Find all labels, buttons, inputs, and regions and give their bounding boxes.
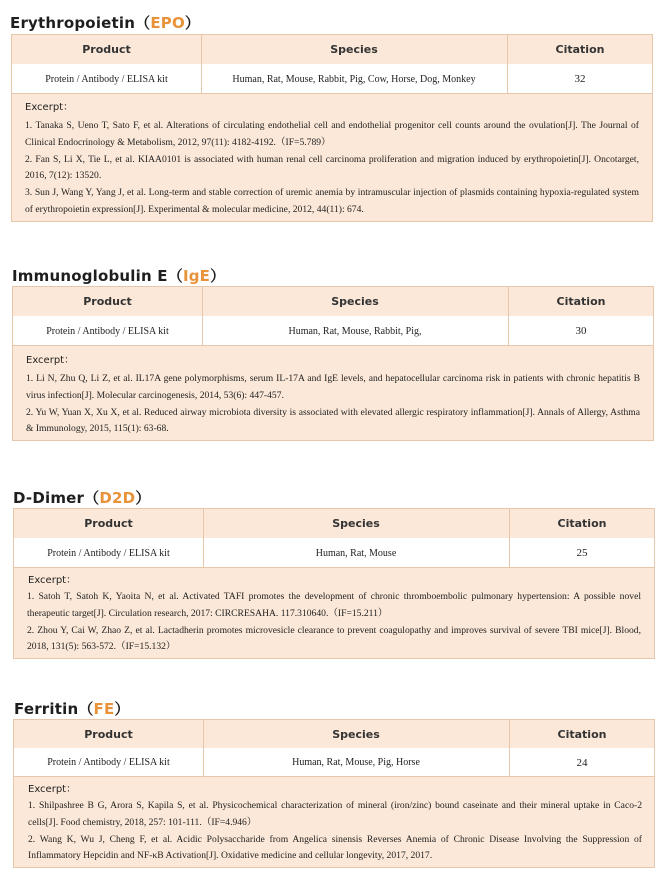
info-table xyxy=(13,719,655,777)
header-product: Product xyxy=(84,727,133,741)
cell-citation: 32 xyxy=(574,73,586,85)
header-product: Product xyxy=(82,43,131,56)
header-species: Species xyxy=(332,517,380,530)
table-row xyxy=(14,748,654,777)
column-divider xyxy=(203,720,204,776)
cell-product: Protein / Antibody / ELISA kit xyxy=(45,73,168,85)
excerpt-box xyxy=(13,567,655,659)
reference-item: 1. Satoh T, Satoh K, Yaoita N, et al. Activated TAFI promotes the development of chronic thromboembolic pulmonary hypertension: A possible novel therapeutic target[J]. Circulation research, 2017: CIRCRESAHA. 117.310640.（IF=15.211） xyxy=(27,591,641,619)
cell-species: Human, Rat, Mouse, Pig, Horse xyxy=(292,757,420,768)
cell-species: Human, Rat, Mouse, Rabbit, Pig, xyxy=(288,325,422,337)
section-title: Immunoglobulin E（IgE） xyxy=(12,267,226,285)
column-divider xyxy=(509,509,510,567)
header-product: Product xyxy=(83,295,132,308)
table-row xyxy=(13,316,653,346)
cell-product: Protein / Antibody / ELISA kit xyxy=(46,325,169,337)
excerpt-label: Excerpt： xyxy=(26,355,75,366)
header-species: Species xyxy=(332,727,380,741)
info-table xyxy=(12,286,654,346)
header-citation: Citation xyxy=(556,295,606,308)
column-divider xyxy=(508,287,509,345)
section-title: D-Dimer（D2D） xyxy=(13,489,151,507)
reference-item: 1. Li N, Zhu Q, Li Z, et al. IL17A gene polymorphisms, serum IL-17A and IgE levels, and hepatocellular carcinoma risk in patients with chronic hepatitis B virus infection[J]. Molecular carcinogenesis, 2014, 53(6): 447-457. xyxy=(26,373,640,401)
cell-product: Protein / Antibody / ELISA kit xyxy=(47,547,170,559)
excerpt-references xyxy=(28,798,642,865)
section-name: Ferritin xyxy=(14,700,79,718)
reference-item: 2. Zhou Y, Cai W, Zhao Z, et al. Lactadherin promotes microvesicle clearance to prevent coagulopathy and improves survival of severe TBI mice[J]. Blood, 2018, 131(5): 563-572.（IF=15.132） xyxy=(27,624,641,653)
header-species: Species xyxy=(331,295,379,308)
header-product: Product xyxy=(84,517,133,530)
section-title: Erythropoietin（EPO） xyxy=(10,14,201,32)
cell-citation: 24 xyxy=(576,756,588,769)
cell-species: Human, Rat, Mouse xyxy=(315,547,397,559)
section-name: D-Dimer xyxy=(13,489,85,507)
excerpt-references xyxy=(25,118,639,219)
table-header-row xyxy=(14,509,654,539)
section-title: Ferritin（FE） xyxy=(14,700,130,718)
reference-item: 2. Yu W, Yuan X, Xu X, et al. Reduced airway microbiota diversity is associated with elevated allergic respiratory inflammation[J]. Annals of Allergy, Asthma & Immunology, 2015, 115(1): 63-68. xyxy=(26,406,640,435)
section-name: Erythropoietin xyxy=(10,14,136,32)
section-abbr: IgE xyxy=(182,267,211,285)
cell-species: Human, Rat, Mouse, Rabbit, Pig, Cow, Horse, Dog, Monkey xyxy=(232,73,476,85)
column-divider xyxy=(507,35,508,93)
reference-item: 2. Wang K, Wu J, Cheng F, et al. Acidic Polysaccharide from Angelica sinensis Reverses Anemia of Chronic Disease Involving the Suppression of Inflammatory Hepcidin and NF-κB Activation[J]. Oxidative medicine and cellular longevity, 2017, 2017. xyxy=(28,833,642,862)
info-table xyxy=(13,508,655,568)
reference-item: 3. Sun J, Wang Y, Yang J, et al. Long-term and stable correction of uremic anemia by intramuscular injection of plasmids containing hypoxia-regulated system of erythropoietin expression[J]. Experimental & molecular medicine, 2012, 44(11): 674. xyxy=(25,187,639,215)
cell-citation: 25 xyxy=(576,547,588,559)
excerpt-label: Excerpt： xyxy=(28,784,77,795)
cell-product: Protein / Antibody / ELISA kit xyxy=(47,757,170,768)
excerpt-references xyxy=(27,589,641,656)
reference-item: 1. Tanaka S, Ueno T, Sato F, et al. Alterations of circulating endothelial cell and endothelial progenitor cell counts around the ovulation[J]. The Journal of Clinical Endocrinology & Metabolism, 2012, 97(11): 4182-4192.（IF=5.789） xyxy=(25,120,639,148)
section-abbr: EPO xyxy=(150,14,185,32)
section-abbr: D2D xyxy=(99,489,136,507)
excerpt-references xyxy=(26,371,640,438)
section-name: Immunoglobulin E xyxy=(12,267,168,285)
excerpt-label: Excerpt： xyxy=(28,575,77,586)
table-row xyxy=(14,538,654,568)
header-citation: Citation xyxy=(557,517,607,530)
table-header-row xyxy=(14,720,654,749)
excerpt-box xyxy=(12,345,654,441)
column-divider xyxy=(201,35,202,93)
header-citation: Citation xyxy=(557,727,607,741)
section-abbr: FE xyxy=(93,700,115,718)
table-row xyxy=(12,64,652,94)
column-divider xyxy=(509,720,510,776)
table-header-row xyxy=(13,287,653,317)
cell-citation: 30 xyxy=(575,325,587,337)
header-species: Species xyxy=(330,43,378,56)
excerpt-label: Excerpt： xyxy=(25,102,74,113)
info-table xyxy=(11,34,653,94)
column-divider xyxy=(203,509,204,567)
reference-item: 2. Fan S, Li X, Tie L, et al. KIAA0101 is associated with human renal cell carcinoma proliferation and migration induced by erythropoietin[J]. Oncotarget, 2016, 7(12): 13520. xyxy=(25,153,639,182)
reference-item: 1. Shilpashree B G, Arora S, Kapila S, et al. Physicochemical characterization of mineral (iron/zinc) bound caseinate and their mineral uptake in Caco-2 cells[J]. Food chemistry, 2018, 257: 101-111.（IF=4.946） xyxy=(28,800,642,828)
column-divider xyxy=(202,287,203,345)
excerpt-box xyxy=(13,776,655,868)
excerpt-box xyxy=(11,93,653,222)
table-header-row xyxy=(12,35,652,65)
header-citation: Citation xyxy=(555,43,605,56)
